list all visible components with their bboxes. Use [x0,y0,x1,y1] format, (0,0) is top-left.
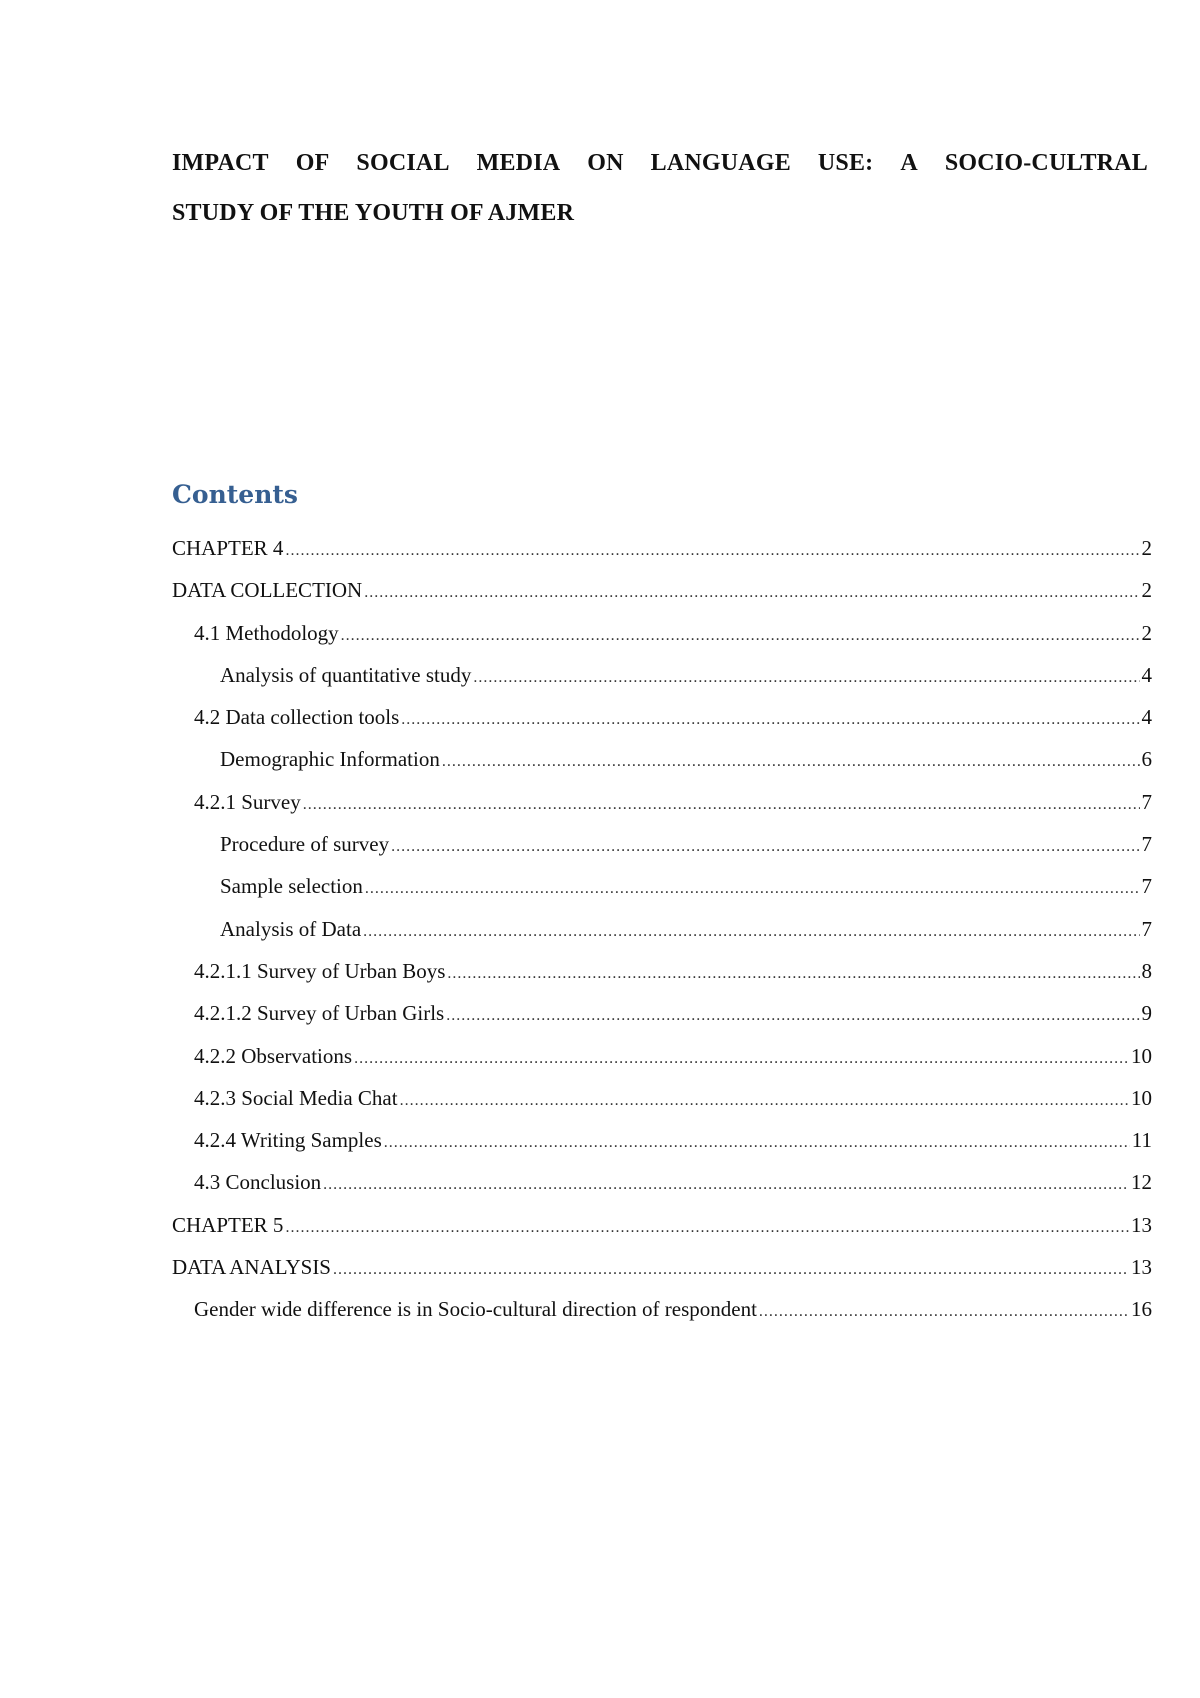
toc-entry[interactable] [172,992,1152,1034]
toc-heading: Contents [172,480,299,509]
title-word: IMPACT [172,150,269,176]
toc-entry[interactable] [172,569,1152,611]
toc-dot-leader [446,995,1139,1037]
title-word: MEDIA [476,150,561,176]
toc-entry[interactable] [172,527,1152,569]
toc-entry-label: Sample selection [220,874,363,899]
table-of-contents [172,527,1152,1331]
toc-dot-leader [341,615,1140,657]
toc-dot-leader [391,826,1139,868]
toc-entry-page-number: 7 [1141,832,1152,857]
toc-dot-leader [365,868,1140,910]
toc-entry-page-number: 2 [1141,536,1152,560]
toc-entry[interactable] [172,1119,1152,1161]
toc-entry-page-number: 2 [1141,578,1152,603]
toc-entry-page-number: 7 [1141,874,1152,899]
toc-entry-page-number: 9 [1141,1001,1152,1026]
document-title-line-1 [172,138,1148,188]
toc-dot-leader [303,784,1140,826]
toc-entry-page-number: 13 [1131,1255,1152,1280]
title-word: SOCIO-CULTRAL [944,150,1148,176]
toc-entry-page-number: 7 [1141,916,1152,941]
toc-entry-page-number: 13 [1131,1212,1152,1237]
toc-entry-label: Procedure of survey [220,832,390,857]
toc-entry-label: DATA COLLECTION [172,578,363,603]
title-word: A [900,150,918,176]
toc-entry[interactable] [172,654,1152,696]
toc-entry-page-number: 8 [1141,958,1152,983]
toc-entry-page-number: 4 [1141,662,1152,687]
toc-dot-leader [759,1291,1129,1333]
toc-entry-label: 4.2 Data collection tools [194,705,400,730]
toc-entry-label: DATA ANALYSIS [172,1255,331,1280]
title-word: SOCIAL [356,150,450,176]
title-word: OF [295,150,330,176]
title-word: USE: [817,150,874,176]
toc-entry[interactable] [172,1288,1152,1330]
toc-entry[interactable] [172,1246,1152,1288]
toc-dot-leader [400,1080,1129,1122]
toc-entry-page-number: 10 [1131,1043,1152,1068]
toc-entry-label: 4.2.1.1 Survey of Urban Boys [194,958,446,983]
toc-dot-leader [285,1207,1129,1249]
toc-entry[interactable] [172,823,1152,865]
toc-dot-leader [333,1249,1129,1291]
toc-entry-label: Gender wide difference is in Socio-cultural direction of respondent [194,1297,757,1322]
toc-entry-label: 4.2.2 Observations [194,1043,353,1068]
toc-entry-page-number: 6 [1141,747,1152,772]
toc-entry-label: 4.2.4 Writing Samples [194,1128,382,1153]
toc-dot-leader [442,741,1140,783]
toc-entry[interactable] [172,908,1152,950]
toc-entry-page-number: 12 [1131,1170,1152,1195]
toc-entry[interactable] [172,781,1152,823]
document-title [172,138,1148,238]
toc-entry-label: 4.2.1 Survey [194,789,301,814]
document-title-line-2: STUDY OF THE YOUTH OF AJMER [172,200,575,226]
toc-entry-page-number: 2 [1141,620,1152,645]
toc-entry-label: 4.2.3 Social Media Chat [194,1085,398,1110]
toc-dot-leader [363,911,1139,953]
toc-dot-leader [384,1122,1130,1164]
toc-dot-leader [323,1164,1129,1206]
toc-dot-leader [285,530,1139,572]
toc-dot-leader [401,699,1139,741]
toc-entry-page-number: 10 [1131,1085,1152,1110]
toc-entry-page-number: 4 [1141,705,1152,730]
toc-dot-leader [354,1038,1129,1080]
toc-entry[interactable] [172,738,1152,780]
toc-entry-label: Demographic Information [220,747,440,772]
toc-entry-page-number: 7 [1141,789,1152,814]
toc-entry-label: 4.2.1.2 Survey of Urban Girls [194,1001,445,1026]
toc-entry[interactable] [172,865,1152,907]
toc-entry-label: CHAPTER 4 [172,536,284,560]
toc-dot-leader [364,572,1139,614]
toc-entry-label: 4.1 Methodology [194,620,339,645]
toc-entry[interactable] [172,950,1152,992]
toc-entry-page-number: 16 [1131,1297,1152,1322]
toc-entry[interactable] [172,696,1152,738]
toc-entry-label: Analysis of quantitative study [220,662,472,687]
title-word: ON [587,150,624,176]
toc-entry[interactable] [172,1077,1152,1119]
toc-entry-label: Analysis of Data [220,916,362,941]
toc-entry[interactable] [172,612,1152,654]
toc-entry-label: CHAPTER 5 [172,1212,284,1237]
toc-entry[interactable] [172,1161,1152,1203]
toc-entry[interactable] [172,1035,1152,1077]
toc-entry-label: 4.3 Conclusion [194,1170,322,1195]
toc-dot-leader [473,657,1139,699]
toc-entry-page-number: 11 [1131,1128,1152,1153]
title-word: LANGUAGE [650,150,791,176]
toc-dot-leader [447,953,1139,995]
toc-entry[interactable] [172,1204,1152,1246]
